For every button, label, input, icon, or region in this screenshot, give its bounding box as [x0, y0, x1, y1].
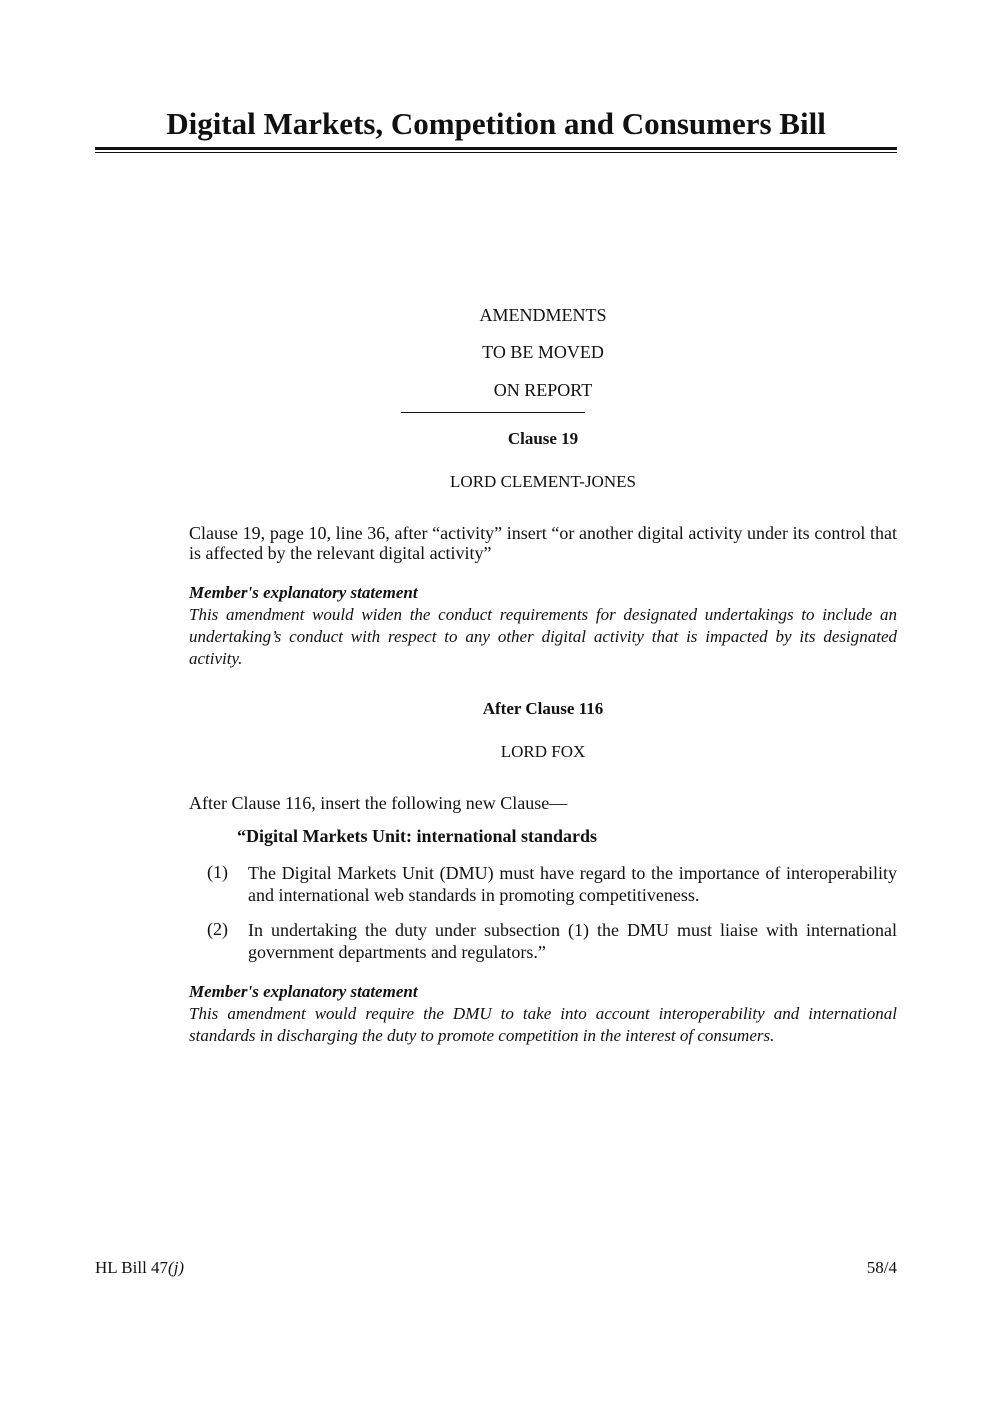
- bill-number: HL Bill 47: [95, 1258, 169, 1277]
- bill-suffix: (j): [168, 1258, 185, 1277]
- amendment-text: After Clause 116, insert the following new Clause—: [189, 793, 568, 813]
- page-reference: 58/4: [866, 1258, 897, 1277]
- member-name: LORD CLEMENT-JONES: [450, 472, 636, 491]
- amendment-text: Clause 19, page 10, line 36, after “activity” insert “or another digital activity under its control that is affected by the relevant digital activity”: [189, 523, 897, 563]
- intro-line-1: AMENDMENTS: [479, 305, 607, 325]
- explanatory-statement: This amendment would require the DMU to take into account interoperability and international standards in discharging the duty to promote competition in the interest of consumers.: [189, 1004, 897, 1045]
- document-title: Digital Markets, Competition and Consumers Bill: [166, 106, 826, 141]
- amendment-heading: Clause 19: [507, 429, 579, 448]
- title-rule-thick: [95, 147, 897, 150]
- subsection-text: The Digital Markets Unit (DMU) must have regard to the importance of interoperability and international web standards in promoting competitiveness.: [248, 863, 897, 905]
- subsection-number: (2): [207, 919, 228, 939]
- subsection-text: In undertaking the duty under subsection (1) the DMU must liaise with international government departments and regulators.”: [248, 920, 897, 962]
- amendment-heading: After Clause 116: [482, 699, 604, 718]
- title-rule-thin: [95, 152, 897, 153]
- statement-label: Member's explanatory statement: [189, 583, 418, 602]
- subsection-number: (1): [207, 862, 228, 882]
- intro-line-2: TO BE MOVED: [482, 342, 604, 362]
- statement-label: Member's explanatory statement: [189, 982, 418, 1001]
- member-name: LORD FOX: [500, 742, 586, 761]
- explanatory-statement: This amendment would widen the conduct requirements for designated undertakings to include an undertaking’s conduct with respect to any other digital activity that is impacted by its designated activity.: [189, 605, 897, 668]
- new-clause-title: “Digital Markets Unit: international standards: [237, 826, 597, 846]
- bill-reference: [95, 1258, 184, 1278]
- intro-rule: [401, 412, 585, 413]
- intro-line-3: ON REPORT: [493, 380, 593, 400]
